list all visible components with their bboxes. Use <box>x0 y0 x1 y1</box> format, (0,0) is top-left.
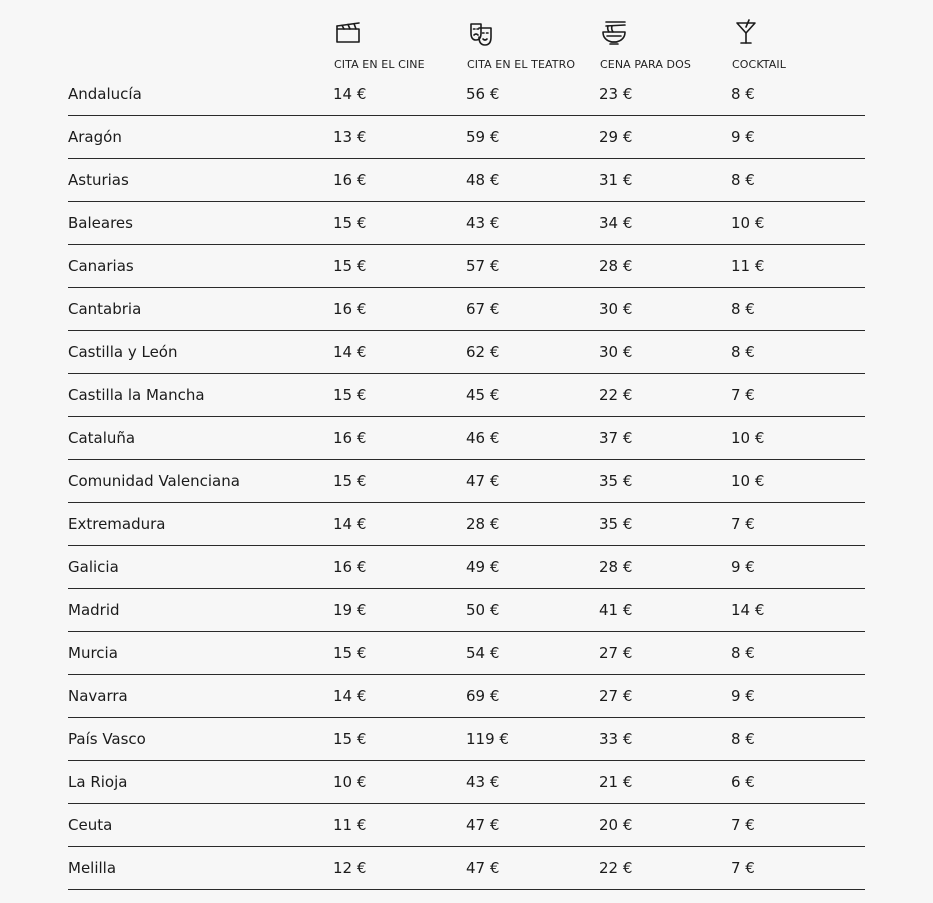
price-cine: 15 € <box>333 386 367 404</box>
table-row <box>68 718 865 761</box>
table-row <box>68 331 865 374</box>
price-cocktail: 9 € <box>731 128 755 146</box>
price-cena: 27 € <box>599 644 633 662</box>
price-teatro: 45 € <box>466 386 500 404</box>
table-row <box>68 460 865 503</box>
column-label: CITA EN EL CINE <box>334 58 425 71</box>
region-name: Ceuta <box>68 816 113 834</box>
price-cena: 28 € <box>599 257 633 275</box>
table-row <box>68 804 865 847</box>
price-cena: 34 € <box>599 214 633 232</box>
price-teatro: 50 € <box>466 601 500 619</box>
price-cocktail: 7 € <box>731 859 755 877</box>
price-cine: 16 € <box>333 429 367 447</box>
price-cocktail: 8 € <box>731 85 755 103</box>
table-row <box>68 761 865 804</box>
price-teatro: 49 € <box>466 558 500 576</box>
price-teatro: 43 € <box>466 214 500 232</box>
price-cena: 21 € <box>599 773 633 791</box>
column-label: CITA EN EL TEATRO <box>467 58 576 71</box>
price-cine: 11 € <box>333 816 367 834</box>
region-name: Galicia <box>68 558 119 576</box>
noodle-bowl-icon <box>600 18 628 48</box>
table-row <box>68 288 865 331</box>
region-name: Extremadura <box>68 515 166 533</box>
price-cine: 12 € <box>333 859 367 877</box>
price-cena: 28 € <box>599 558 633 576</box>
price-teatro: 46 € <box>466 429 500 447</box>
region-name: Baleares <box>68 214 133 232</box>
region-name: Andalucía <box>68 85 142 103</box>
price-cine: 16 € <box>333 171 367 189</box>
cocktail-glass-icon <box>732 18 760 48</box>
table-row <box>68 73 865 116</box>
region-name: Cataluña <box>68 429 136 447</box>
price-cocktail: 8 € <box>731 343 755 361</box>
region-name: Cantabria <box>68 300 142 318</box>
region-name: Asturias <box>68 171 129 189</box>
price-cocktail: 8 € <box>731 730 755 748</box>
price-cena: 27 € <box>599 687 633 705</box>
price-cine: 14 € <box>333 687 367 705</box>
table-row <box>68 417 865 460</box>
price-cine: 15 € <box>333 644 367 662</box>
price-teatro: 47 € <box>466 816 500 834</box>
table-row <box>68 159 865 202</box>
price-teatro: 47 € <box>466 472 500 490</box>
price-cine: 15 € <box>333 730 367 748</box>
price-cine: 14 € <box>333 85 367 103</box>
price-cine: 16 € <box>333 300 367 318</box>
price-cocktail: 9 € <box>731 687 755 705</box>
region-name: Madrid <box>68 601 120 619</box>
column-header-cine <box>334 18 464 71</box>
price-cocktail: 7 € <box>731 816 755 834</box>
price-cena: 31 € <box>599 171 633 189</box>
region-name: La Rioja <box>68 773 128 791</box>
region-name: Melilla <box>68 859 117 877</box>
table-row <box>68 374 865 417</box>
price-cine: 15 € <box>333 214 367 232</box>
theater-masks-icon <box>467 18 495 48</box>
column-header-teatro <box>467 18 597 71</box>
price-cena: 29 € <box>599 128 633 146</box>
region-name: Aragón <box>68 128 122 146</box>
price-cine: 14 € <box>333 515 367 533</box>
price-teatro: 119 € <box>466 730 509 748</box>
price-cena: 35 € <box>599 515 633 533</box>
price-cena: 41 € <box>599 601 633 619</box>
price-teatro: 57 € <box>466 257 500 275</box>
price-cena: 22 € <box>599 859 633 877</box>
price-cocktail: 10 € <box>731 472 765 490</box>
price-teatro: 54 € <box>466 644 500 662</box>
price-cine: 16 € <box>333 558 367 576</box>
table-row <box>68 675 865 718</box>
region-name: Castilla la Mancha <box>68 386 205 404</box>
region-name: Navarra <box>68 687 128 705</box>
price-cena: 30 € <box>599 343 633 361</box>
region-name: Comunidad Valenciana <box>68 472 240 490</box>
price-cocktail: 11 € <box>731 257 765 275</box>
price-cocktail: 8 € <box>731 300 755 318</box>
price-cena: 37 € <box>599 429 633 447</box>
price-teatro: 62 € <box>466 343 500 361</box>
price-teatro: 56 € <box>466 85 500 103</box>
price-cine: 15 € <box>333 257 367 275</box>
table-row <box>68 632 865 675</box>
price-cine: 13 € <box>333 128 367 146</box>
price-teatro: 59 € <box>466 128 500 146</box>
table-row <box>68 847 865 890</box>
price-cine: 15 € <box>333 472 367 490</box>
price-cine: 14 € <box>333 343 367 361</box>
price-cocktail: 10 € <box>731 214 765 232</box>
price-cena: 35 € <box>599 472 633 490</box>
clapperboard-icon <box>334 18 362 48</box>
column-label: COCKTAIL <box>732 58 786 71</box>
table-header <box>0 0 933 80</box>
region-name: País Vasco <box>68 730 146 748</box>
table-row <box>68 116 865 159</box>
price-cocktail: 9 € <box>731 558 755 576</box>
region-name: Murcia <box>68 644 118 662</box>
column-label: CENA PARA DOS <box>600 58 691 71</box>
price-teatro: 28 € <box>466 515 500 533</box>
column-header-cocktail <box>732 18 862 71</box>
table-row <box>68 503 865 546</box>
price-cena: 22 € <box>599 386 633 404</box>
price-teatro: 43 € <box>466 773 500 791</box>
table-row <box>68 202 865 245</box>
column-header-cena <box>600 18 730 71</box>
price-teatro: 48 € <box>466 171 500 189</box>
region-name: Castilla y León <box>68 343 178 361</box>
price-cocktail: 10 € <box>731 429 765 447</box>
price-cine: 10 € <box>333 773 367 791</box>
table-row <box>68 589 865 632</box>
price-cocktail: 8 € <box>731 644 755 662</box>
price-cine: 19 € <box>333 601 367 619</box>
price-cena: 30 € <box>599 300 633 318</box>
price-cena: 20 € <box>599 816 633 834</box>
table-row <box>68 546 865 589</box>
price-cocktail: 14 € <box>731 601 765 619</box>
price-cocktail: 7 € <box>731 515 755 533</box>
price-teatro: 67 € <box>466 300 500 318</box>
price-teatro: 47 € <box>466 859 500 877</box>
price-teatro: 69 € <box>466 687 500 705</box>
price-cena: 33 € <box>599 730 633 748</box>
table-row <box>68 245 865 288</box>
price-cocktail: 8 € <box>731 171 755 189</box>
price-cocktail: 6 € <box>731 773 755 791</box>
table-body <box>68 73 865 890</box>
region-name: Canarias <box>68 257 134 275</box>
price-cena: 23 € <box>599 85 633 103</box>
price-cocktail: 7 € <box>731 386 755 404</box>
